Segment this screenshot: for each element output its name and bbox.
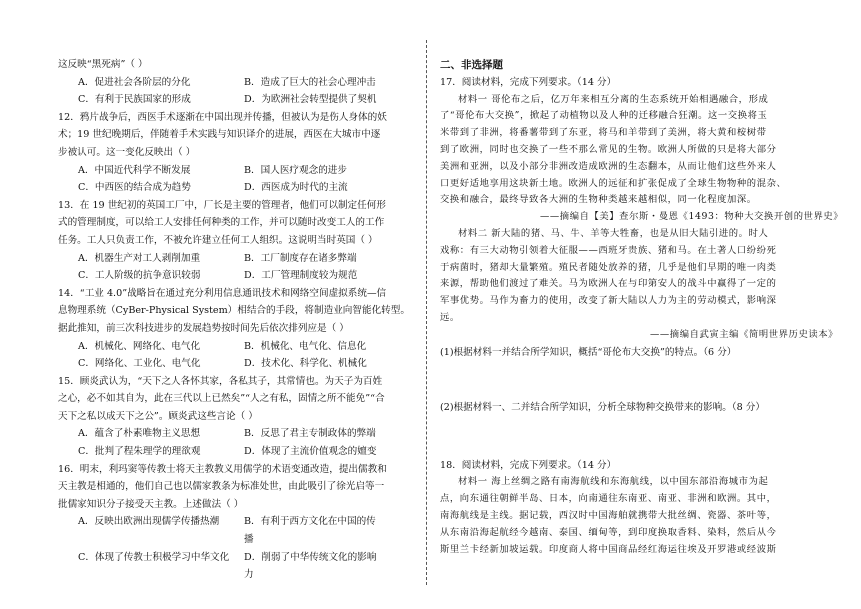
q14-option: B．机械化、电气化、信息化	[244, 340, 367, 352]
q16-option: B．有利于西方文化在中国的传	[244, 516, 376, 528]
q17-material1-line: 口更好适地享用这块新土地。欧洲人的远征和扩张促成了全球生物物种的混杂、	[440, 177, 787, 189]
q17-material1-line: 到了欧洲，同时也交换了一些不那么常见的生物。欧洲人所做的只是将大部分	[440, 143, 777, 155]
q18-material1-line: 从东南沿海起航经今越南、泰国、缅甸等，到印度换取香料、染料，然后从今	[440, 526, 777, 538]
q18-material1-line: 南海航线是主线。据记载，西汉时中国海舶就携带大批丝绸、瓷器、茶叶等，	[440, 509, 777, 521]
q12-option: D．西医成为时代的主流	[244, 182, 348, 194]
q12-option-row	[58, 179, 416, 197]
q12-option-row	[58, 162, 416, 180]
q16-option-row	[58, 531, 416, 549]
q14-option: D．技术化、科学化、机械化	[244, 358, 367, 370]
q18-title: 18．阅读材料，完成下列要求。（14 分）	[440, 459, 617, 471]
right-column	[440, 56, 844, 558]
q15-option-row	[58, 443, 416, 461]
q14-option-row	[58, 355, 416, 373]
q16-stem-line: 天主教是相通的，他们自己也以儒家教条为标准处世，由此吸引了徐光启等一	[58, 481, 385, 493]
q17-material2-line: 来源，帮助他们渡过了难关。马为欧洲人在与印第安人的战斗中赢得了一定的	[440, 278, 777, 290]
q13-option-row	[58, 250, 416, 268]
q18-material1-line: 斯里兰卡经新加坡运载。印度商人将中国商品经红海运往埃及开罗港或经波斯	[440, 543, 777, 555]
q14-option-row	[58, 338, 416, 356]
q17-material2-source: ——摘编自武寅主编《简明世界历史读本》	[650, 328, 839, 340]
q17-material1-line: 米带到了非洲，将番薯带到了东亚，将马和羊带到了美洲，将大黄和桉树带	[440, 127, 767, 139]
q16-option: D．削弱了中华传统文化的影响	[244, 551, 377, 563]
q15-option-row	[58, 425, 416, 443]
q14-stem-line: 14．“工业 4.0”战略旨在通过充分利用信息通讯技术和网络空间虚拟系统—信	[58, 287, 387, 299]
q16-option: 播	[244, 534, 254, 546]
q16-option: 力	[244, 569, 254, 581]
q16-option: A．反映出欧洲出现儒学传播热潮	[78, 516, 220, 528]
q13-option-row	[58, 267, 416, 285]
q17-question-2: (2)根据材料一、二并结合所学知识，分析全球物种交换带来的影响。（8 分）	[440, 402, 765, 414]
q11-option: C．有利于民族国家的形成	[78, 94, 191, 106]
q13-stem-line: 13．在 19 世纪初的英国工厂中，厂长是主要的管理者，他们可以制定任何形	[58, 199, 386, 211]
q18-material1-line: 材料一 海上丝绸之路有南海航线和东海航线，以中国东部沿海城市为起	[458, 476, 769, 488]
q15-stem-line: 之心，必不如其自为，此在三代以上已然矣”“人之有私，固情之所不能免”“合	[58, 393, 385, 405]
q17-material1-line: 美洲和亚洲，以及小部分非洲改造成欧洲的生态翻本，从而让他们这些外来人	[440, 160, 777, 172]
q17-title: 17．阅读材料，完成下列要求。（14 分）	[440, 77, 617, 88]
q16-stem-line: 批儒家知识分子接受天主教。上述做法（ ）	[58, 498, 244, 510]
q12-option: B．国人医疗观念的进步	[244, 164, 347, 176]
q13-option: D．工厂管理制度较为规范	[244, 270, 358, 282]
q12-stem-line: 术；19 世纪晚期后，伴随着手术实践与知识译介的进展，西医在大城市中逐	[58, 129, 381, 141]
answer-space	[440, 417, 803, 457]
q15-option: D．体现了主流价值观念的嬗变	[244, 446, 377, 458]
q17-material1-line: 材料一 哥伦布之后，亿万年来相互分离的生态系统开始相遇融合，形成	[458, 93, 769, 105]
q17-material2-line: 军事优势。马作为畜力的使用，改变了新大陆以人力为主的劳动模式，影响深	[440, 295, 777, 307]
left-column	[58, 56, 416, 584]
q15-option: C．批判了程朱理学的理欲观	[78, 446, 201, 458]
q14-stem-line: 据此推知，前三次科技进步的发展趋势按时间先后依次排列应是（ ）	[58, 322, 349, 334]
q15-option: A．蕴含了朴素唯物主义思想	[78, 428, 201, 440]
q14-stem-line: 息物理系统（CyBer-Physical System）相结合的手段，将制造业向智能化转型。	[58, 305, 410, 317]
q14-option: A．机械化、网络化、电气化	[78, 340, 201, 352]
q17-material1-line: 交换和融合，最终导致各大洲的生物种类越来越相似，同一化程度加深。	[440, 194, 757, 206]
q11-option: D．为欧洲社会转型提供了契机	[244, 94, 377, 106]
q12-stem-line: 12．鸦片战争后，西医手术逐渐在中国出现并传播，但被认为是伤人身体的妖	[58, 111, 387, 123]
q17-question-1: (1)根据材料一并结合所学知识，概括“哥伦布大交换”的特点。（6 分）	[440, 346, 737, 358]
q17-material2-line: 于病菌时，猪却大量繁殖。殖民者随处放养的猪，几乎是他们早期的唯一肉类	[440, 261, 777, 273]
q12-option: C．中西医的结合成为趋势	[78, 182, 191, 194]
q17-material1-line: 了“哥伦布大交换”，掀起了动植物以及人种的迁移融合狂潮。这一交换将玉	[440, 110, 768, 122]
column-divider	[426, 40, 427, 585]
q11-option-row	[58, 74, 416, 92]
q11-option: A．促进社会各阶层的分化	[78, 76, 191, 88]
q17-material2-line: 远。	[440, 311, 460, 323]
answer-space	[440, 361, 803, 399]
q14-option: C．网络化、工业化、电气化	[78, 358, 201, 370]
q13-stem-line: 任务。工人只负责工作，不被允许建立任何工人组织。这说明当时英国（ ）	[58, 234, 378, 246]
q16-option-row	[58, 566, 416, 584]
q16-option: C．体现了传教士积极学习中华文化	[78, 551, 230, 563]
q16-stem-line: 16．明末，利玛窦等传教士将天主教教义用儒学的术语变通改造，提出儒教和	[58, 463, 387, 475]
q17-material2-line: 戏称：有三大动物引领着大征服——西班牙贵族、猪和马。在土著人口纷纷死	[440, 244, 777, 256]
q18-material1-line: 点，向东通往朝鲜半岛、日本，向南通往东南亚、南亚、非洲和欧洲。其中，	[440, 493, 777, 505]
q12-option: A．中国近代科学不断发展	[78, 164, 191, 176]
q13-stem-line: 式的管理制度，可以给工人安排任何种类的工作，并可以随时改变工人的工作	[58, 217, 385, 229]
q16-option-row	[58, 549, 416, 567]
q17-material2-line: 材料二 新大陆的猪、马、牛、羊等大牲畜，也是从旧大陆引进的。时人	[458, 227, 769, 239]
q15-option: B．反思了君主专制政体的弊端	[244, 428, 376, 440]
q15-stem-line: 15．顾炎武认为，“天下之人各怀其家，各私其子，其常情也。为天子为百姓	[58, 375, 383, 387]
q11-option: B．造成了巨大的社会心理冲击	[244, 76, 376, 88]
section-title: 二、非选择题	[440, 59, 503, 71]
q13-option: C．工人阶级的抗争意识较弱	[78, 270, 201, 282]
q11-option-row	[58, 91, 416, 109]
q16-option	[58, 566, 244, 584]
q15-stem-line: 天下之私以成天下之公”。顾炎武这些言论（ ）	[58, 410, 258, 422]
q16-option	[58, 531, 244, 549]
q11-stem-line: 这反映“黑死病”（ ）	[58, 59, 148, 70]
q16-option-row	[58, 513, 416, 531]
q12-stem-line: 步被认可。这一变化反映出（ ）	[58, 146, 196, 158]
q13-option: A．机器生产对工人剥削加重	[78, 252, 201, 264]
q13-option: B．工厂制度存在诸多弊端	[244, 252, 357, 264]
q17-material1-source: ——摘编自【美】查尔斯・曼恩《1493：物种大交换开创的世界史》	[540, 211, 844, 223]
